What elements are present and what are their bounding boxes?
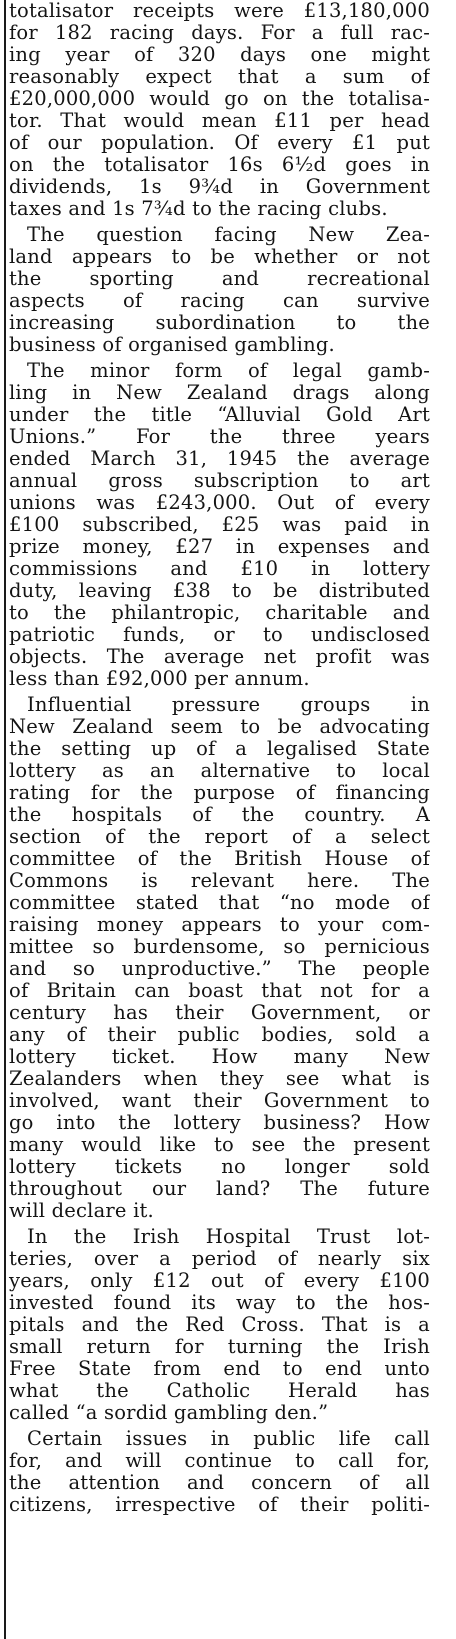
- text-line: reasonably expect that a sum of: [9, 65, 430, 88]
- text-line: prize money, £27 in expenses and: [9, 535, 430, 558]
- text-line: of our population. Of every £1 put: [9, 131, 430, 154]
- text-line: the setting up of a legalised State: [9, 737, 430, 760]
- text-line: lottery ticket. How many New: [9, 1045, 430, 1068]
- article-column: [4, 0, 430, 1639]
- paragraph: [9, 360, 430, 690]
- text-line: years, only £12 out of every £100: [9, 1269, 430, 1292]
- text-line: Free State from end to end unto: [9, 1357, 430, 1380]
- text-line: £20,000,000 would go on the totalisa-: [9, 87, 430, 110]
- text-line: land appears to be whether or not: [9, 245, 430, 268]
- text-line: unions was £243,000. Out of every: [9, 491, 430, 514]
- text-line: go into the lottery business? How: [9, 1111, 430, 1134]
- paragraph: [9, 224, 430, 356]
- text-line: the sporting and recreational: [9, 267, 430, 290]
- text-line: committee of the British House of: [9, 847, 430, 870]
- paragraph: [9, 1226, 430, 1424]
- paragraph: [9, 694, 430, 1222]
- text-line: any of their public bodies, sold a: [9, 1023, 430, 1046]
- text-line: Commons is relevant here. The: [9, 869, 430, 892]
- text-line: £100 subscribed, £25 was paid in: [9, 513, 430, 536]
- text-line: ing year of 320 days one might: [9, 43, 430, 66]
- text-line: The minor form of legal gamb-: [27, 359, 430, 382]
- text-line: teries, over a period of nearly six: [9, 1247, 430, 1270]
- text-line: on the totalisator 16s 6½d goes in: [9, 153, 430, 176]
- text-line: small return for turning the Irish: [9, 1335, 430, 1358]
- text-line: Zealanders when they see what is: [9, 1067, 430, 1090]
- text-line: rating for the purpose of financing: [9, 781, 430, 804]
- text-line: Unions.” For the three years: [9, 425, 430, 448]
- text-line: In the Irish Hospital Trust lot-: [27, 1225, 430, 1248]
- text-line: Certain issues in public life call: [27, 1427, 430, 1450]
- text-line: committee stated that “no mode of: [9, 891, 430, 914]
- text-line: taxes and 1s 7¾d to the racing clubs.: [9, 197, 388, 220]
- text-line: to the philantropic, charitable and: [9, 601, 430, 624]
- text-line: less than £92,000 per annum.: [9, 667, 310, 690]
- text-line: objects. The average net profit was: [9, 645, 430, 668]
- text-line: century has their Government, or: [9, 1001, 430, 1024]
- text-line: for 182 racing days. For a full rac-: [9, 21, 430, 44]
- text-line: section of the report of a select: [9, 825, 430, 848]
- paragraph: [9, 1428, 430, 1516]
- text-line: of Britain can boast that not for a: [9, 979, 430, 1002]
- text-line: will declare it.: [9, 1199, 154, 1222]
- text-line: and so unproductive.” The people: [9, 957, 430, 980]
- text-line: the hospitals of the country. A: [9, 803, 430, 826]
- text-line: tor. That would mean £11 per head: [9, 109, 430, 132]
- text-line: ling in New Zealand drags along: [9, 381, 430, 404]
- text-line: what the Catholic Herald has: [9, 1379, 430, 1402]
- text-line: involved, want their Government to: [9, 1089, 430, 1112]
- text-line: dividends, 1s 9¾d in Government: [9, 175, 430, 198]
- text-line: patriotic funds, or to undisclosed: [9, 623, 430, 646]
- text-line: throughout our land? The future: [9, 1177, 430, 1200]
- text-line: New Zealand seem to be advocating: [9, 715, 430, 738]
- text-line: Influential pressure groups in: [27, 693, 430, 716]
- text-line: duty, leaving £38 to be distributed: [9, 579, 430, 602]
- text-line: annual gross subscription to art: [9, 469, 430, 492]
- text-line: lottery tickets no longer sold: [9, 1155, 430, 1178]
- text-line: called “a sordid gambling den.”: [9, 1401, 329, 1424]
- text-line: invested found its way to the hos-: [9, 1291, 430, 1314]
- text-line: lottery as an alternative to local: [9, 759, 430, 782]
- text-line: The question facing New Zea-: [27, 223, 430, 246]
- text-line: the attention and concern of all: [9, 1471, 430, 1494]
- text-line: commissions and £10 in lottery: [9, 557, 430, 580]
- text-line: for, and will continue to call for,: [9, 1449, 430, 1472]
- text-line: under the title “Alluvial Gold Art: [9, 403, 430, 426]
- text-line: totalisator receipts were £13,180,000: [9, 0, 430, 22]
- text-line: raising money appears to your com-: [9, 913, 430, 936]
- text-line: aspects of racing can survive: [9, 289, 430, 312]
- text-line: citizens, irrespective of their politi-: [9, 1493, 430, 1516]
- text-line: increasing subordination to the: [9, 311, 430, 334]
- paragraph: [9, 0, 430, 220]
- text-line: pitals and the Red Cross. That is a: [9, 1313, 430, 1336]
- text-line: business of organised gambling.: [9, 333, 335, 356]
- text-line: mittee so burdensome, so pernicious: [9, 935, 430, 958]
- text-line: many would like to see the present: [9, 1133, 430, 1156]
- text-line: ended March 31, 1945 the average: [9, 447, 430, 470]
